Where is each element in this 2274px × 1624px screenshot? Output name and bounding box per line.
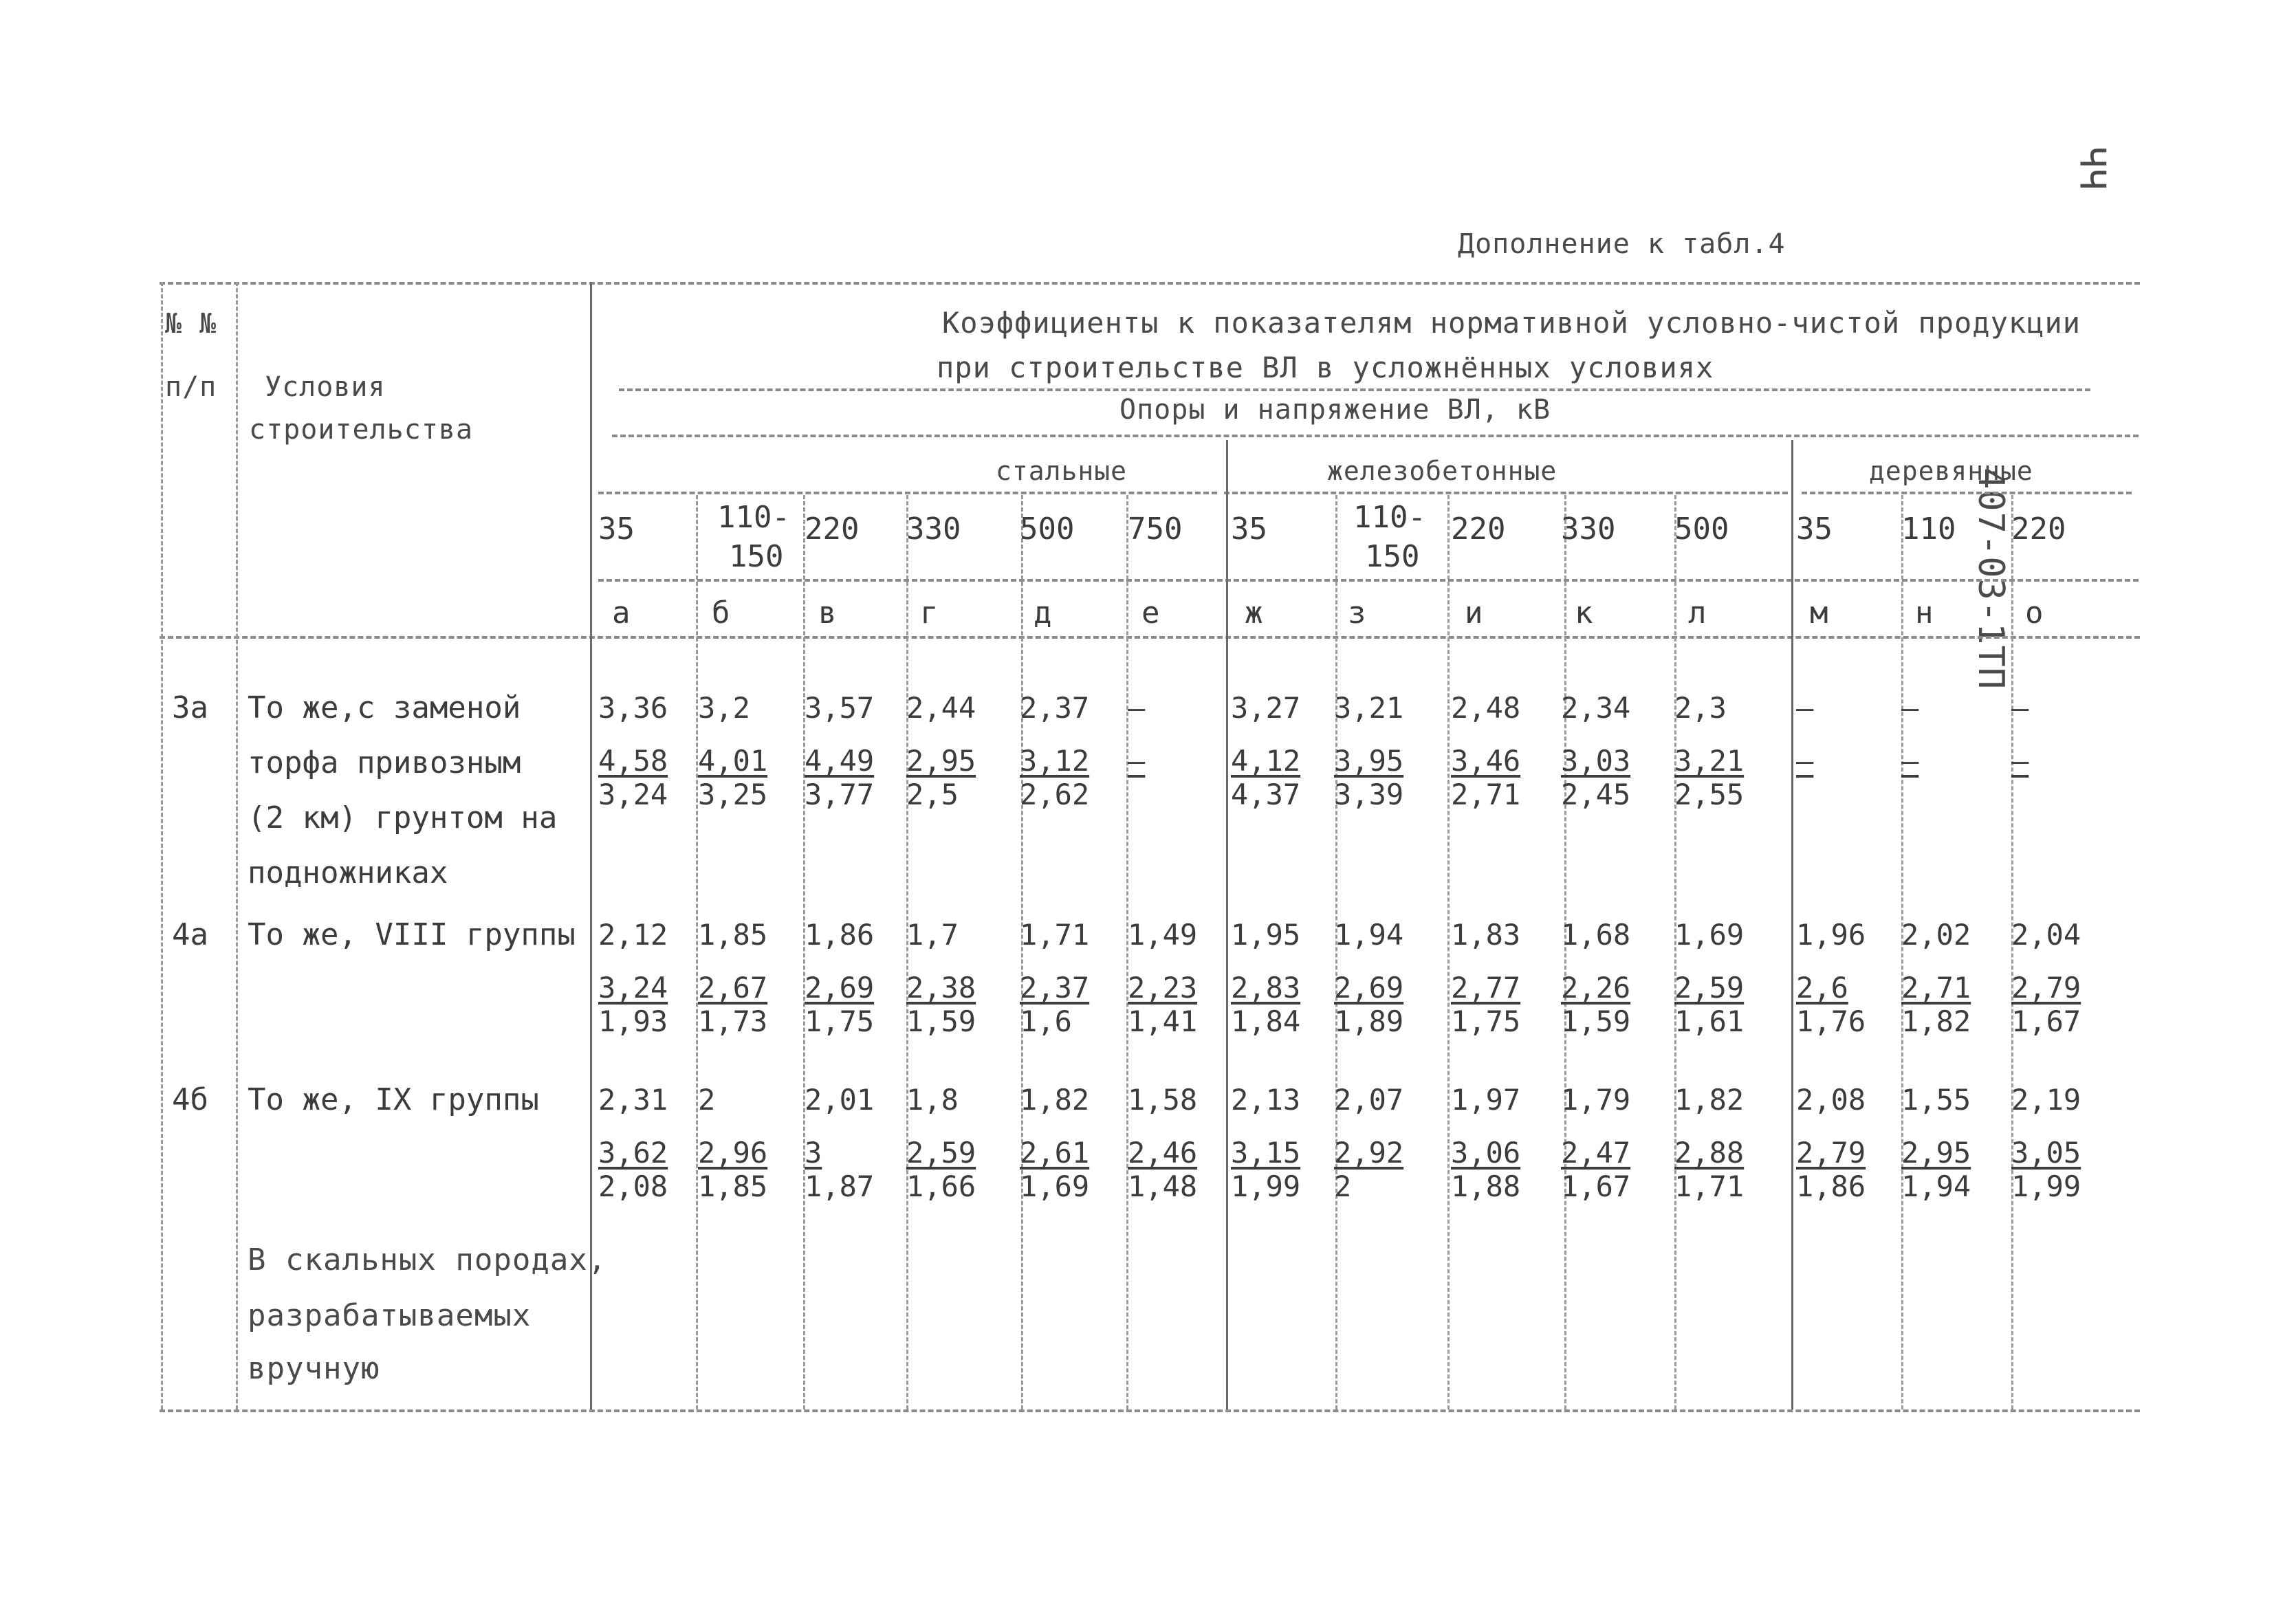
cell-value: 1,85	[698, 918, 768, 952]
cell-fraction	[598, 744, 668, 811]
cell-value: 1,49	[1128, 918, 1198, 952]
header-bottom-line	[160, 636, 2140, 639]
fraction-numerator: 2,83	[1231, 971, 1301, 1005]
cell-fraction	[1674, 744, 1744, 811]
group-steel: стальные	[996, 456, 1128, 486]
fraction-denominator: 3,24	[598, 778, 668, 811]
fraction-denominator: 1,84	[1231, 1005, 1301, 1038]
column-letter: л	[1688, 595, 1707, 630]
column-value: 110	[1901, 512, 1956, 547]
side-code: 407-03-1ТП	[1970, 468, 2011, 690]
fraction-numerator: 3,46	[1451, 744, 1521, 778]
column-value-line2: 150	[729, 539, 784, 574]
cell-fraction	[1128, 1136, 1197, 1203]
row-condition-line: То же, VIII группы	[248, 917, 576, 952]
cell-fraction	[1796, 744, 1813, 778]
column-letter: о	[2025, 595, 2044, 630]
column-value: 330	[906, 512, 961, 547]
fraction-numerator: 2,79	[1796, 1136, 1866, 1170]
group-divider	[1226, 440, 1228, 1409]
fraction-denominator: 1,93	[598, 1005, 668, 1038]
cell-fraction	[1901, 1136, 1971, 1203]
fraction-denominator: 1,67	[1561, 1170, 1631, 1203]
column-value-line2: 150	[1365, 539, 1420, 574]
cell-fraction	[598, 971, 668, 1038]
fraction-denominator: 1,85	[698, 1170, 768, 1203]
row-number: 4а	[172, 917, 208, 952]
cell-value: —	[1796, 691, 1814, 725]
fraction-numerator: —	[1796, 744, 1814, 778]
fraction-denominator: 1,89	[1334, 1005, 1404, 1038]
fraction-numerator: 2,6	[1796, 971, 1848, 1005]
fraction-numerator: 2,77	[1451, 971, 1521, 1005]
cell-fraction	[1796, 971, 1866, 1038]
fraction-numerator: 3,12	[1020, 744, 1090, 778]
cell-value: 2,01	[805, 1083, 875, 1117]
cell-value: 1,58	[1128, 1083, 1198, 1117]
fraction-numerator: —	[2011, 744, 2029, 778]
cell-fraction	[598, 1136, 668, 1203]
fraction-denominator: 1,59	[906, 1005, 976, 1038]
fraction-denominator: 1,82	[1901, 1005, 1971, 1038]
cell-fraction	[1561, 744, 1630, 811]
fraction-denominator: 1,69	[1020, 1170, 1090, 1203]
fraction-numerator: —	[1128, 744, 1146, 778]
cell-fraction	[1451, 744, 1520, 811]
row-condition-line: торфа привозным	[248, 745, 521, 780]
fraction-numerator: 2,92	[1334, 1136, 1404, 1170]
column-value: 220	[2011, 512, 2066, 547]
cell-value: 3,57	[805, 691, 875, 725]
cell-value: 2,04	[2011, 918, 2081, 952]
rock-line1: В скальных породах,	[248, 1242, 607, 1277]
cell-fraction	[2011, 971, 2081, 1038]
cell-value: 1,86	[805, 918, 875, 952]
fraction-denominator: 3,77	[805, 778, 875, 811]
cell-fraction	[1561, 971, 1630, 1038]
fraction-numerator: 2,71	[1901, 971, 1971, 1005]
fraction-numerator: 4,49	[805, 744, 875, 778]
column-letter: д	[1034, 595, 1052, 630]
column-value: 35	[598, 512, 635, 547]
fraction-numerator: 3,05	[2011, 1136, 2081, 1170]
column-divider	[1447, 495, 1450, 1409]
rock-line3: вручную	[248, 1351, 380, 1386]
num-label-line2: п/п	[165, 371, 217, 403]
cell-fraction	[698, 1136, 767, 1203]
group-concrete-rule	[1224, 492, 1788, 494]
fraction-numerator: 2,23	[1128, 971, 1198, 1005]
cell-value: 2	[698, 1083, 716, 1117]
column-value: 35	[1231, 512, 1267, 547]
group-wood-rule	[1802, 492, 2132, 494]
cell-fraction	[1231, 1136, 1300, 1203]
fraction-numerator: 2,46	[1128, 1136, 1198, 1170]
fraction-numerator: 2,37	[1020, 971, 1090, 1005]
fraction-denominator: 1,94	[1901, 1170, 1971, 1203]
cell-value: 1,69	[1674, 918, 1745, 952]
column-value-line1: 110-	[717, 500, 790, 535]
cell-fraction	[1561, 1136, 1630, 1203]
fraction-numerator: 2,38	[906, 971, 976, 1005]
cell-value: —	[2011, 691, 2029, 725]
cell-fraction	[2011, 1136, 2081, 1203]
column-value: 330	[1561, 512, 1616, 547]
cell-value: 1,83	[1451, 918, 1521, 952]
column-letter: е	[1141, 595, 1160, 630]
cell-fraction	[906, 1136, 976, 1203]
cell-fraction	[1334, 744, 1403, 811]
cell-value: 2,13	[1231, 1083, 1301, 1117]
fraction-denominator: 1,59	[1561, 1005, 1631, 1038]
cell-value: 1,94	[1334, 918, 1404, 952]
fraction-denominator: 2,45	[1561, 778, 1631, 811]
column-letter: б	[712, 595, 730, 630]
cell-value: 2,02	[1901, 918, 1971, 952]
cell-value: 1,82	[1674, 1083, 1745, 1117]
fraction-denominator: 1,88	[1451, 1170, 1521, 1203]
table-subtitle: Опоры и напряжение ВЛ, кВ	[1119, 394, 1551, 426]
cell-fraction	[1231, 744, 1300, 811]
supplement-label: Дополнение к табл.4	[1458, 228, 1786, 260]
fraction-numerator: 2,95	[906, 744, 976, 778]
cell-value: 3,27	[1231, 691, 1301, 725]
fraction-numerator: 2,69	[805, 971, 875, 1005]
column-letter: к	[1575, 595, 1593, 630]
cell-fraction	[698, 971, 767, 1038]
cell-fraction	[1334, 1136, 1403, 1203]
cell-fraction	[1334, 971, 1403, 1038]
cell-fraction	[805, 1136, 874, 1203]
fraction-denominator: 1,99	[2011, 1170, 2081, 1203]
row-condition-line: То же,с заменой	[248, 690, 521, 725]
cell-fraction	[906, 744, 976, 811]
title-rule	[619, 388, 2090, 391]
cell-value: 1,8	[906, 1083, 959, 1117]
cell-value: —	[1901, 691, 1919, 725]
fraction-numerator: 4,58	[598, 744, 668, 778]
column-value: 500	[1020, 512, 1075, 547]
fraction-denominator: 1,73	[698, 1005, 768, 1038]
cell-value: 1,68	[1561, 918, 1631, 952]
fraction-numerator: —	[1901, 744, 1919, 778]
fraction-denominator: 3,39	[1334, 778, 1404, 811]
group-concrete: железобетонные	[1327, 456, 1557, 486]
cell-value: 1,71	[1020, 918, 1090, 952]
group-wood: деревянные	[1869, 456, 2033, 486]
column-letter: г	[920, 595, 939, 630]
cell-value: 2,07	[1334, 1083, 1404, 1117]
fraction-numerator: 2,79	[2011, 971, 2081, 1005]
cell-fraction	[1451, 971, 1520, 1038]
cell-value: 2,12	[598, 918, 668, 952]
column-letter: н	[1915, 595, 1934, 630]
column-letter: и	[1465, 595, 1483, 630]
cell-fraction	[805, 971, 874, 1038]
cell-fraction	[1901, 971, 1971, 1038]
column-value: 220	[1451, 512, 1506, 547]
fraction-denominator: 1,75	[805, 1005, 875, 1038]
cell-value: 3,2	[698, 691, 750, 725]
fraction-numerator: 3,21	[1674, 744, 1745, 778]
cell-value: —	[1128, 691, 1146, 725]
cell-value: 2,48	[1451, 691, 1521, 725]
cell-fraction	[1451, 1136, 1520, 1203]
fraction-numerator: 3,95	[1334, 744, 1404, 778]
group-steel-rule	[598, 492, 1217, 494]
group-divider	[1791, 440, 1793, 1409]
cell-fraction	[805, 744, 874, 811]
fraction-denominator: 4,37	[1231, 778, 1301, 811]
table-top-line	[160, 282, 2140, 285]
fraction-denominator: 1,86	[1796, 1170, 1866, 1203]
table-title-line1: Коэффициенты к показателям нормативной условно-чистой продукции	[942, 306, 2081, 340]
fraction-denominator: 1,6	[1020, 1005, 1072, 1038]
conditions-label-line2: строительства	[249, 414, 474, 446]
row-number: 3а	[172, 690, 208, 725]
num-label-line1: № №	[165, 308, 217, 340]
cell-value: 1,79	[1561, 1083, 1631, 1117]
column-value-line1: 110-	[1353, 500, 1426, 535]
column-letter: з	[1348, 595, 1366, 630]
table-bottom-line	[160, 1409, 2140, 1412]
conditions-label-line1: Условия	[265, 371, 386, 403]
fraction-numerator: 3,03	[1561, 744, 1631, 778]
fraction-numerator: 2,67	[698, 971, 768, 1005]
fraction-numerator: 2,59	[1674, 971, 1745, 1005]
cell-value: 2,37	[1020, 691, 1090, 725]
row-condition-line: То же, IX группы	[248, 1082, 539, 1117]
fraction-numerator: 2,26	[1561, 971, 1631, 1005]
fraction-numerator: 2,88	[1674, 1136, 1745, 1170]
cell-fraction	[1020, 971, 1089, 1038]
cell-value: 3,36	[598, 691, 668, 725]
cell-value: 1,95	[1231, 918, 1301, 952]
fraction-denominator: 1,41	[1128, 1005, 1198, 1038]
cell-fraction	[1231, 971, 1300, 1038]
rock-line2: разрабатываемых	[248, 1298, 532, 1333]
fraction-numerator: 2,59	[906, 1136, 976, 1170]
cell-fraction	[906, 971, 976, 1038]
cell-value: 1,82	[1020, 1083, 1090, 1117]
cell-value: 1,55	[1901, 1083, 1971, 1117]
fraction-numerator: 4,01	[698, 744, 768, 778]
column-value: 750	[1128, 512, 1183, 547]
cell-fraction	[1128, 971, 1197, 1038]
column-letter: в	[818, 595, 837, 630]
fraction-denominator: 1,71	[1674, 1170, 1745, 1203]
cond-col-divider	[590, 282, 592, 1409]
fraction-denominator: 1,99	[1231, 1170, 1301, 1203]
cell-fraction	[698, 744, 767, 811]
fraction-numerator: 2,47	[1561, 1136, 1631, 1170]
row-number: 4б	[172, 1082, 208, 1117]
fraction-denominator: 1,87	[805, 1170, 875, 1203]
fraction-denominator: 2,71	[1451, 778, 1521, 811]
cell-fraction	[1796, 1136, 1866, 1203]
num-col-divider	[236, 282, 238, 1409]
cell-fraction	[1901, 744, 1918, 778]
fraction-numerator: 3,24	[598, 971, 668, 1005]
cell-fraction	[1674, 1136, 1744, 1203]
column-letter: м	[1810, 595, 1828, 630]
column-value: 35	[1796, 512, 1833, 547]
cell-fraction	[1020, 1136, 1089, 1203]
fraction-denominator: 1,76	[1796, 1005, 1866, 1038]
cell-value: 2,31	[598, 1083, 668, 1117]
fraction-denominator: 2	[1334, 1170, 1352, 1203]
cell-fraction	[1128, 744, 1145, 778]
row-condition-line: подножниках	[248, 855, 448, 890]
fraction-denominator: 2,62	[1020, 778, 1090, 811]
column-letter: ж	[1245, 595, 1263, 630]
column-value: 500	[1674, 512, 1729, 547]
fraction-numerator: 3	[805, 1136, 822, 1170]
cell-value: 2,44	[906, 691, 976, 725]
fraction-denominator: 1,61	[1674, 1005, 1745, 1038]
cell-value: 2,34	[1561, 691, 1631, 725]
row-condition-line: (2 км) грунтом на	[248, 800, 558, 835]
column-value: 220	[805, 512, 860, 547]
fraction-denominator: 3,25	[698, 778, 768, 811]
table-title-line2: при строительстве ВЛ в усложнённых условиях	[937, 351, 1714, 384]
cell-value: 2,3	[1674, 691, 1727, 725]
fraction-denominator: 1,66	[906, 1170, 976, 1203]
fraction-numerator: 2,96	[698, 1136, 768, 1170]
cell-fraction	[1020, 744, 1089, 811]
fraction-denominator: 2,08	[598, 1170, 668, 1203]
fraction-numerator: 3,15	[1231, 1136, 1301, 1170]
cell-value: 3,21	[1334, 691, 1404, 725]
fraction-numerator: 2,69	[1334, 971, 1404, 1005]
fraction-denominator: 2,55	[1674, 778, 1745, 811]
left-border	[161, 282, 163, 1409]
values-rule	[598, 579, 2139, 582]
fraction-numerator: 2,95	[1901, 1136, 1971, 1170]
fraction-numerator: 4,12	[1231, 744, 1301, 778]
fraction-denominator: 2,5	[906, 778, 959, 811]
cell-value: 2,08	[1796, 1083, 1866, 1117]
fraction-denominator: 1,75	[1451, 1005, 1521, 1038]
cell-fraction	[1674, 971, 1744, 1038]
fraction-numerator: 3,06	[1451, 1136, 1521, 1170]
margin-note: ЧЧ	[2071, 146, 2113, 191]
cell-value: 2,19	[2011, 1083, 2081, 1117]
cell-value: 1,7	[906, 918, 959, 952]
subtitle-rule	[612, 435, 2139, 437]
fraction-denominator: 1,48	[1128, 1170, 1198, 1203]
cell-value: 1,96	[1796, 918, 1866, 952]
cell-fraction	[2011, 744, 2029, 778]
fraction-numerator: 3,62	[598, 1136, 668, 1170]
fraction-numerator: 2,61	[1020, 1136, 1090, 1170]
cell-value: 1,97	[1451, 1083, 1521, 1117]
column-letter: а	[612, 595, 631, 630]
fraction-denominator: 1,67	[2011, 1005, 2081, 1038]
